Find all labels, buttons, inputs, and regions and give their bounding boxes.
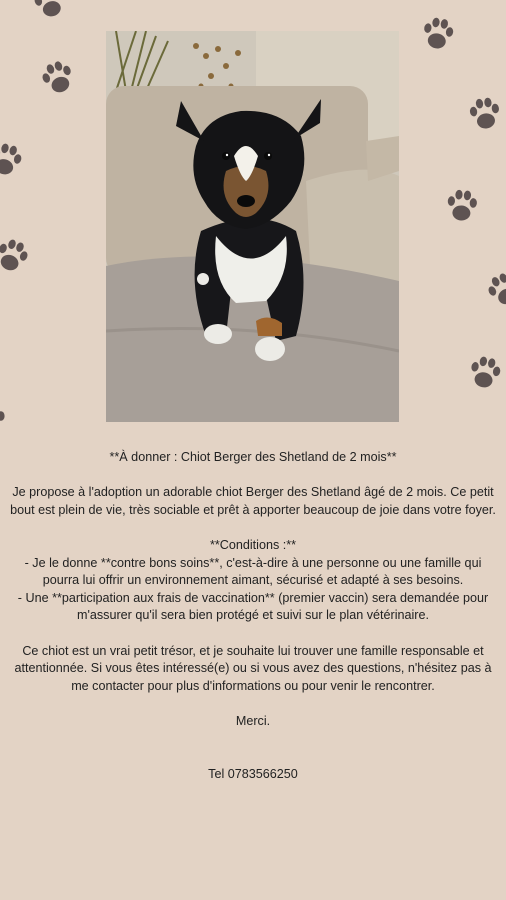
puppy-photo <box>106 31 399 422</box>
condition-item: - Une **participation aux frais de vaccination** (premier vaccin) sera demandée pour m'assurer qu'il sera bien protégé et suivi sur le plan vétérinaire. <box>17 590 489 623</box>
paw-print-icon <box>0 400 10 440</box>
paw-print-icon <box>461 349 506 396</box>
paw-print-icon <box>462 91 506 136</box>
paw-print-icon <box>32 52 83 103</box>
conditions-title: **Conditions :** <box>209 537 297 552</box>
paw-print-icon <box>0 230 38 281</box>
thanks-line: Merci. <box>235 713 271 728</box>
post-title: **À donner : Chiot Berger des Shetland de 2 mois** <box>109 450 397 464</box>
paw-print-icon <box>415 11 461 57</box>
condition-item: - Je le donne **contre bons soins**, c'est-à-dire à une personne ou une famille qui pourra lui offrir un environnement aimant, sécurisé et adapté à ses besoins. <box>24 555 482 588</box>
paw-print-icon <box>0 136 30 185</box>
closing-paragraph: Ce chiot est un vrai petit trésor, et je souhaite lui trouver une famille responsable et attentionnée. Si vous êtes intéressé(e) ou si vous avez des questions, n'hésitez pas à me contacter pour plus d'informations ou pour venir le rencontrer. <box>14 643 492 693</box>
paw-print-icon <box>440 184 483 227</box>
phone-number: Tel 0783566250 <box>208 766 298 781</box>
post-body <box>6 449 500 783</box>
paw-print-icon <box>26 0 75 26</box>
post-intro: Je propose à l'adoption un adorable chiot Berger des Shetland âgé de 2 mois. Ce petit bout est plein de vie, très sociable et prêt à apporter beaucoup de joie dans votre foyer. <box>10 485 496 517</box>
paw-print-icon <box>477 263 506 316</box>
